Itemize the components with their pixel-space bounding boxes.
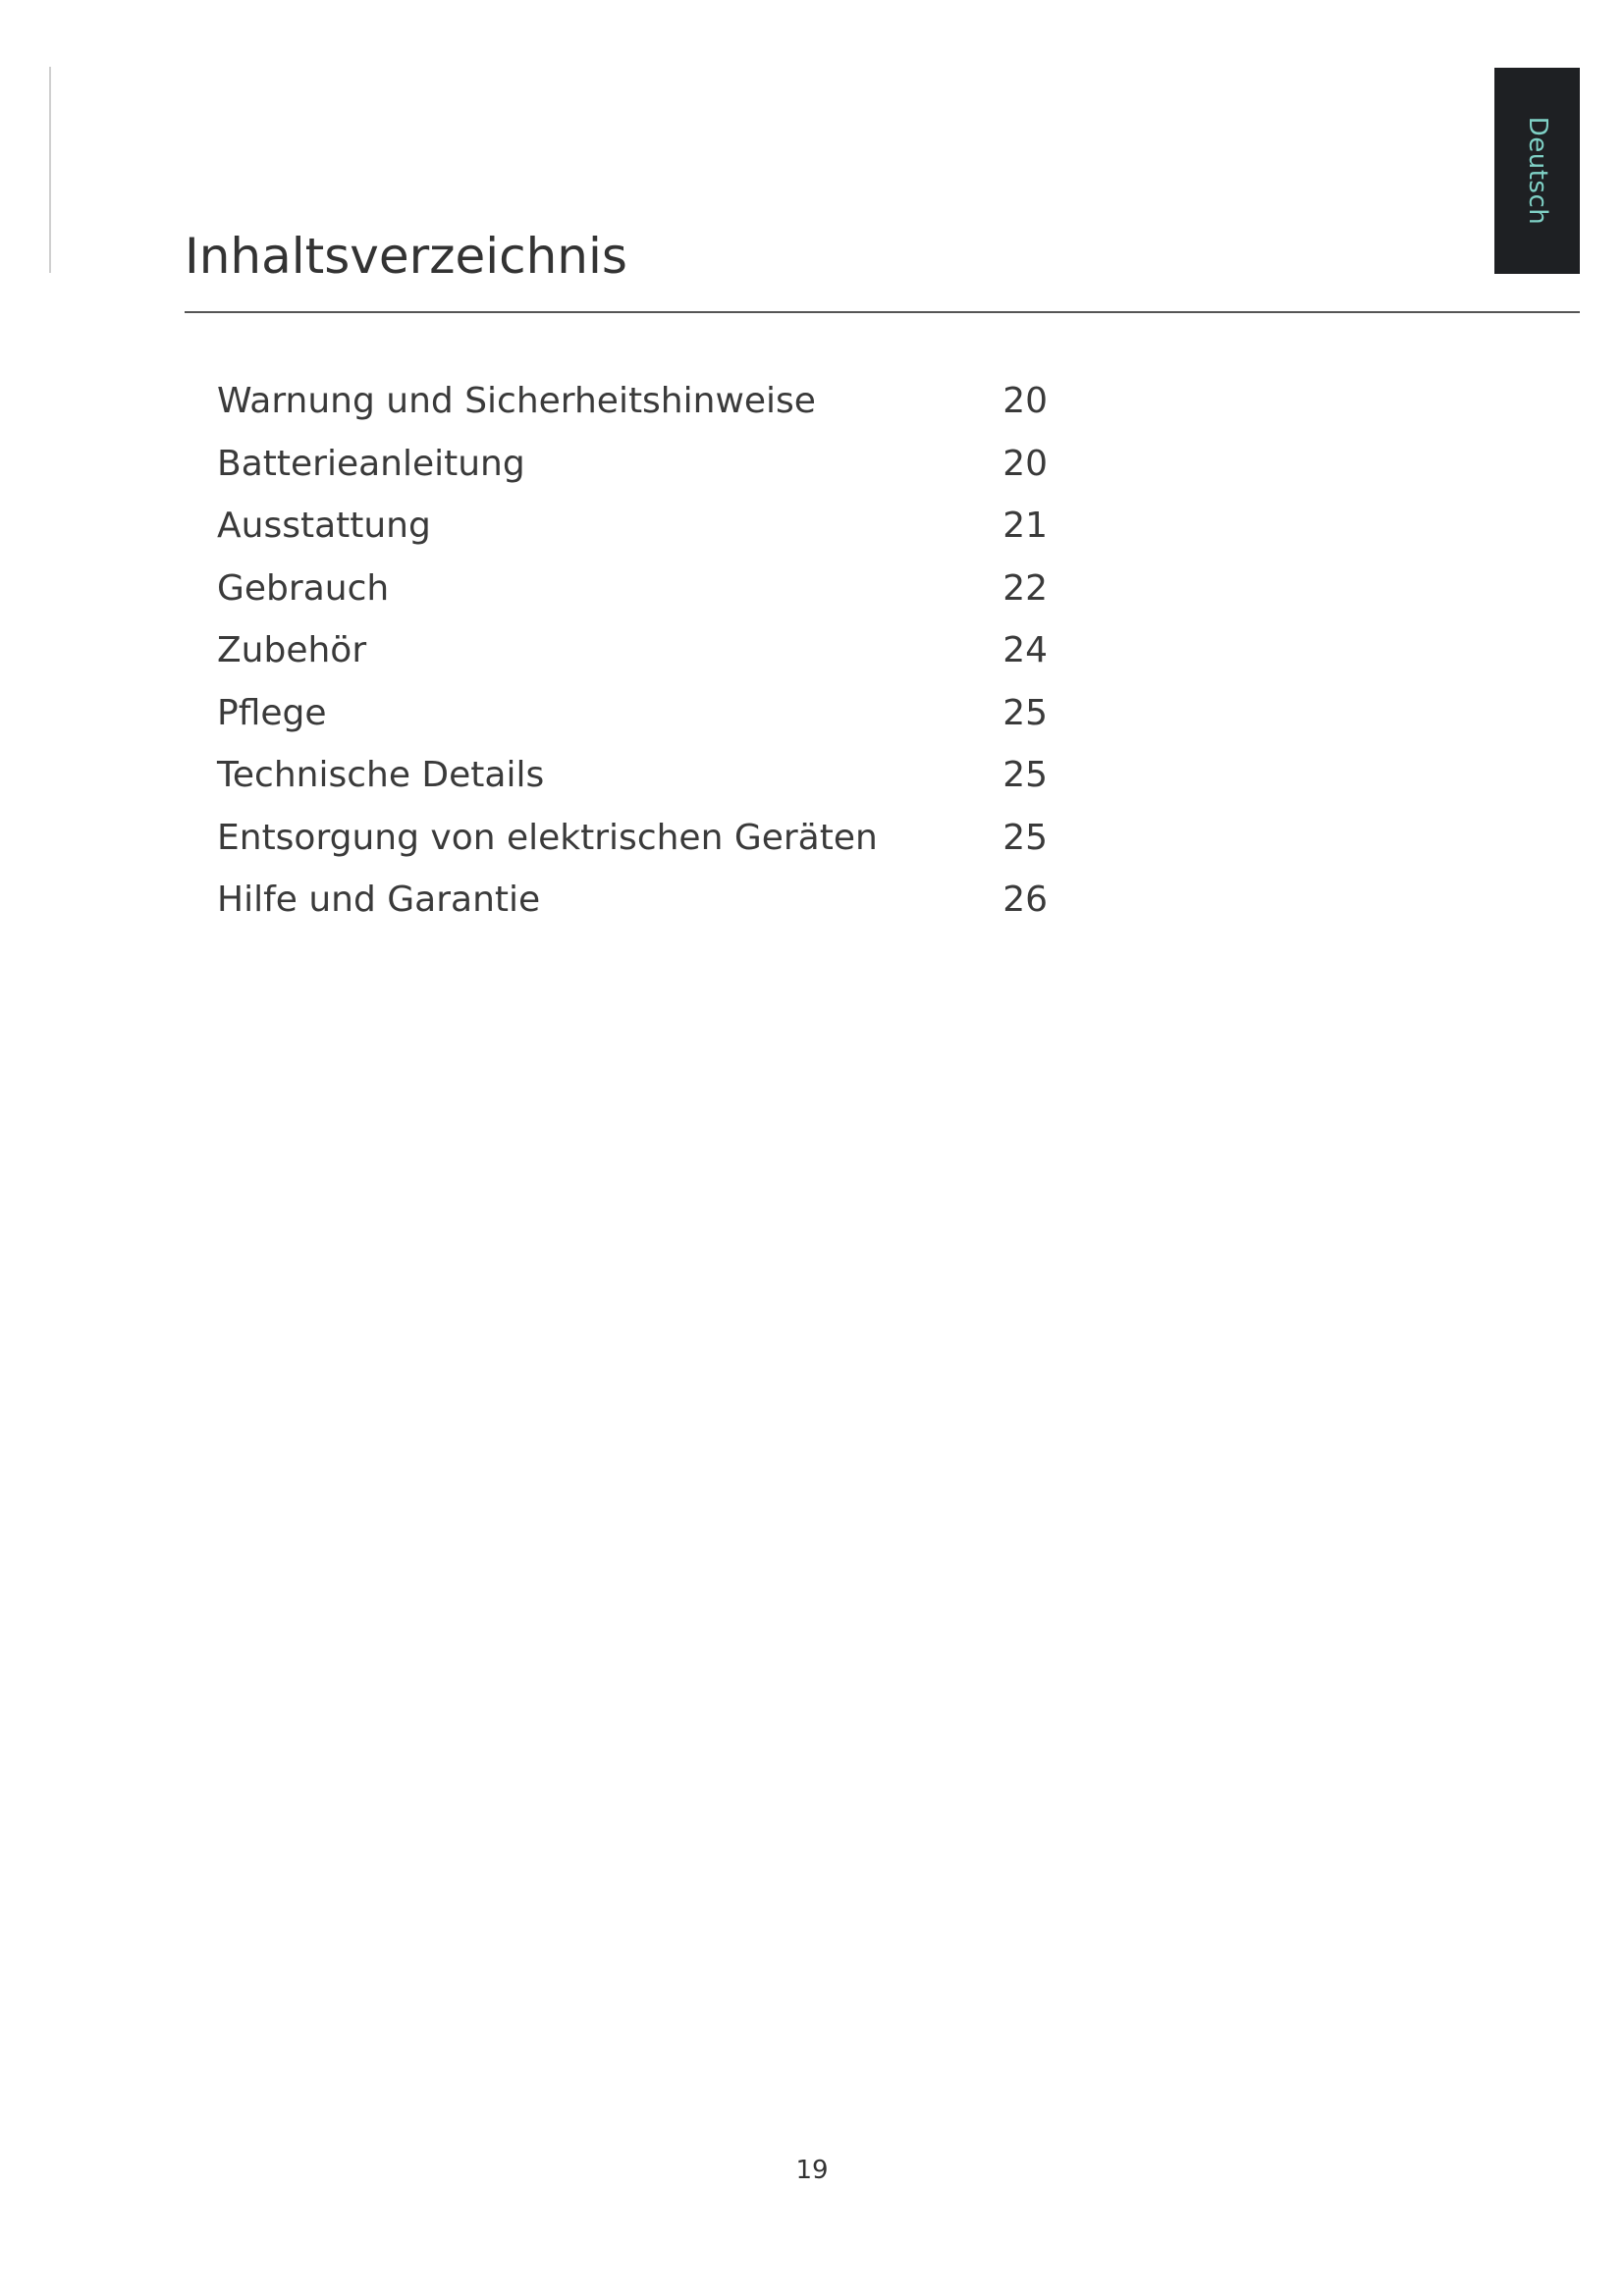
toc-entry[interactable] xyxy=(217,693,1048,756)
toc-entry-label: Gebrauch xyxy=(217,567,390,609)
toc-entry-label: Technische Details xyxy=(217,755,545,795)
toc-entry-page: 26 xyxy=(1002,880,1048,920)
toc-entry[interactable] xyxy=(217,755,1048,818)
language-tab-label: Deutsch xyxy=(1522,116,1552,226)
toc-entry[interactable] xyxy=(217,818,1048,881)
toc-entry-label: Entsorgung von elektrischen Geräten xyxy=(217,817,878,858)
toc-entry[interactable] xyxy=(217,630,1048,693)
toc-entry-label: Warnung und Sicherheitshinweise xyxy=(217,381,816,421)
toc-entry-page: 24 xyxy=(1002,630,1048,670)
toc-entry[interactable] xyxy=(217,880,1048,942)
table-of-contents xyxy=(217,381,1048,942)
margin-line xyxy=(49,67,51,273)
toc-entry-label: Zubehör xyxy=(217,630,367,670)
toc-entry[interactable] xyxy=(217,506,1048,568)
toc-entry-page: 22 xyxy=(1002,567,1048,609)
page-title: Inhaltsverzeichnis xyxy=(185,228,627,285)
page-number: 19 xyxy=(795,2156,829,2185)
toc-entry[interactable] xyxy=(217,444,1048,507)
toc-entry[interactable] xyxy=(217,568,1048,631)
toc-entry-label: Pflege xyxy=(217,692,327,733)
toc-entry-label: Batterieanleitung xyxy=(217,443,525,484)
toc-entry-label: Ausstattung xyxy=(217,506,431,546)
toc-entry[interactable] xyxy=(217,381,1048,444)
toc-entry-page: 20 xyxy=(1002,443,1048,484)
toc-entry-page: 20 xyxy=(1002,381,1048,421)
toc-entry-page: 25 xyxy=(1002,755,1048,795)
toc-entry-page: 25 xyxy=(1002,692,1048,733)
title-divider xyxy=(185,311,1580,313)
toc-entry-page: 25 xyxy=(1002,817,1048,858)
toc-entry-label: Hilfe und Garantie xyxy=(217,880,541,920)
language-tab xyxy=(1494,68,1580,274)
toc-entry-page: 21 xyxy=(1002,506,1048,546)
